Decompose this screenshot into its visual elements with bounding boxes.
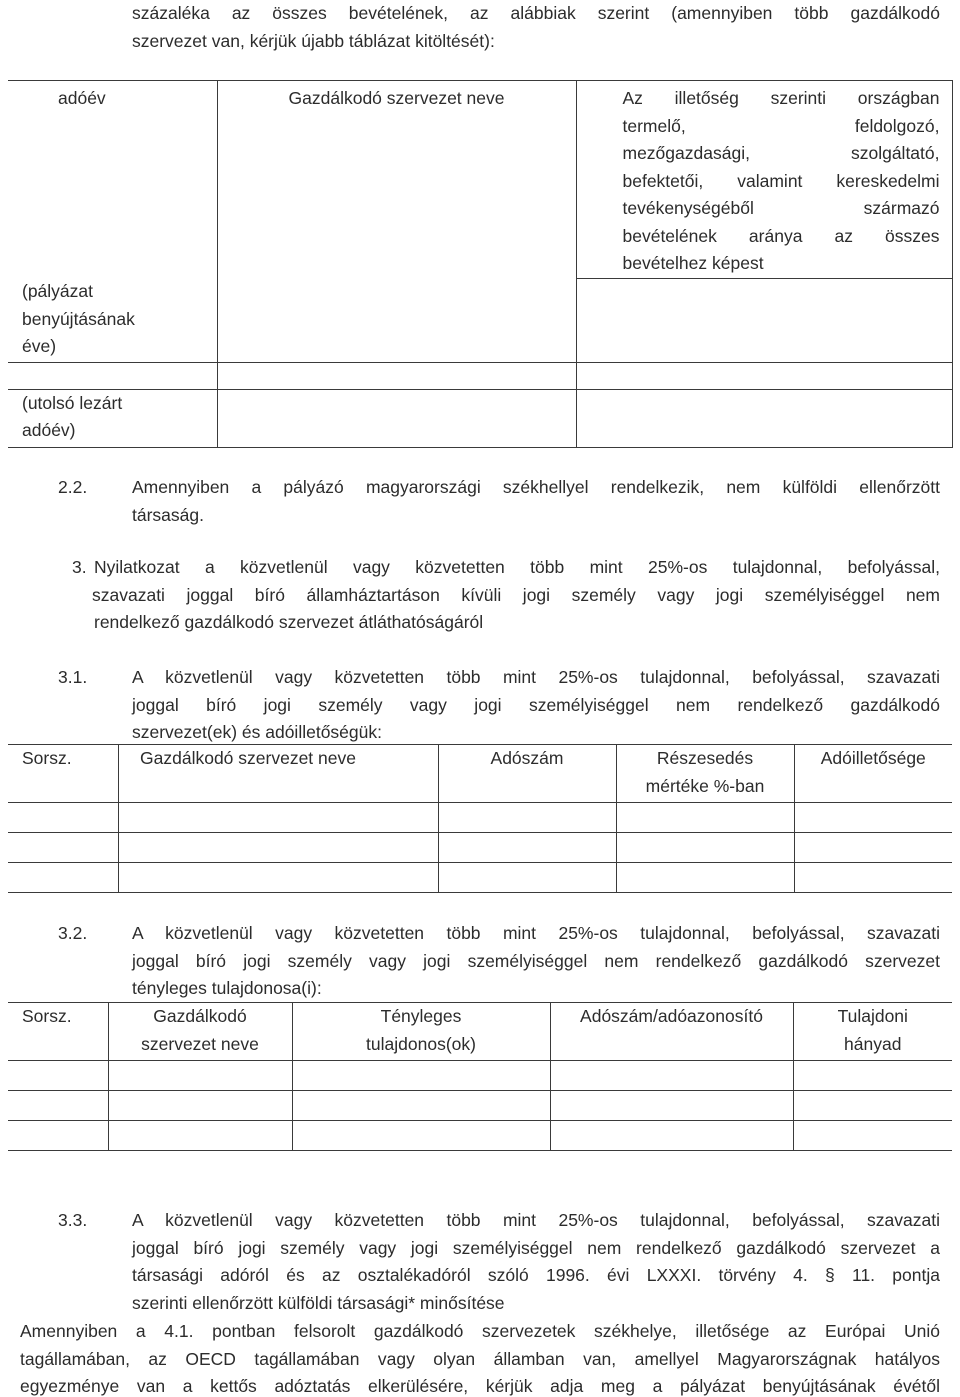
section-3-3-line-4: szerinti ellenőrzött külföldi társasági* minősítése [132,1292,505,1313]
bo-share-header-1: Tulajdoni [837,1006,908,1026]
section-3-1-line-1: A közvetlenül vagy közvetetten több mint 25%-os tulajdonnal, befolyással, szavazati [132,667,940,687]
table-cell[interactable] [438,803,616,833]
section-3-2-line-2: joggal bíró jogi személy vagy jogi személyiséggel nem rendelkező gazdálkodó szervezet [132,950,940,971]
section-3-3-text [132,1207,940,1317]
tax-number-header: Adószám [490,748,564,768]
table-cell[interactable] [794,863,952,893]
table-cell[interactable] [793,1061,952,1091]
bo-org-name-header-cell [108,1003,292,1061]
table-cell[interactable] [8,833,118,863]
section-3-line-1: Nyilatkozat a közvetlenül vagy közvetetten több mint 25%-os tulajdonnal, befolyással, [94,557,940,577]
section-2-2-text [132,474,940,529]
residency-header: Adóilletősége [820,748,926,768]
section-3-line-3: rendelkező gazdálkodó szervezet átláthatóságáról [94,612,484,632]
last-closed-year-label-1: (utolsó lezárt [22,392,123,413]
table-cell[interactable] [292,1061,550,1091]
spacer-cell-3[interactable] [576,362,952,389]
table-cell[interactable] [108,1121,292,1151]
section-3-text [94,554,940,637]
section-3-3-line-2: joggal bíró jogi személy vagy jogi személyiséggel nem rendelkező gazdálkodó szervezet a [132,1237,940,1258]
table-cell[interactable] [8,1121,108,1151]
table-cell[interactable] [118,803,438,833]
tax-number-header-cell [438,745,616,803]
section-3-1-line-2: joggal bíró jogi személy vagy jogi személyiséggel nem rendelkező gazdálkodó [132,694,940,715]
table-cell[interactable] [550,1121,793,1151]
intro-line-1: százaléka az összes bevételének, az alábbiak szerint (amennyiben több gazdálkodó [132,3,940,23]
last-closed-year-ratio-cell[interactable] [576,389,952,447]
last-closed-year-label-2: adóév) [22,420,76,440]
bo-org-name-header-2: szervezet neve [141,1033,259,1054]
table-cell[interactable] [292,1121,550,1151]
ratio-header-line-6: bevételének aránya az összes [622,225,940,246]
ratio-header-line-4: befektetői, valamint kereskedelmi [622,170,940,191]
ratio-header-line-7: bevételhez képest [622,253,764,273]
table-cell[interactable] [550,1091,793,1121]
share-header-line-1: Részesedés [656,748,754,768]
table-row [8,1121,952,1151]
table-cell[interactable] [8,1091,108,1121]
application-year-label-1: (pályázat [22,281,94,301]
bo-share-header-2: hányad [844,1033,902,1054]
ratio-header-line-2: termelő, feldolgozó, [622,115,940,136]
section-3-3-line-1: A közvetlenül vagy közvetetten több mint 25%-os tulajdonnal, befolyással, szavazati [132,1210,940,1230]
intro-paragraph [132,0,940,55]
table-cell[interactable] [118,863,438,893]
ratio-header-line-5: tevékenységéből származó [622,198,940,218]
table-cell[interactable] [108,1091,292,1121]
table-cell[interactable] [8,803,118,833]
table-cell[interactable] [794,803,952,833]
section-2-2-number: 2.2. [58,477,88,497]
bo-share-header-cell [793,1003,952,1061]
table-cell[interactable] [616,863,794,893]
share-header-line-2: mértéke %-ban [645,775,765,796]
serial-header-cell [8,745,118,803]
table-cell[interactable] [108,1061,292,1091]
table-cell[interactable] [438,863,616,893]
spacer-cell-2[interactable] [217,362,576,389]
table-cell[interactable] [8,863,118,893]
ratio-header-line-1: Az illetőség szerinti országban [622,88,940,108]
table-cell[interactable] [794,833,952,863]
section-2-2-line-2: társaság. [132,504,204,525]
ratio-header-cell [576,81,952,279]
beneficial-owners-table [8,1002,952,1151]
section-3-line-2: szavazati joggal bíró államháztartáson kívüli jogi személy vagy jogi személyiséggel nem [92,584,940,605]
table-cell[interactable] [793,1091,952,1121]
application-year-org-cell[interactable] [217,278,576,362]
bo-serial-header-cell [8,1003,108,1061]
tax-year-header-cell [8,81,217,279]
section-3-1-line-3: szervezet(ek) és adóilletőségük: [132,722,382,742]
section-2-2-line-1: Amennyiben a pályázó magyarországi székhellyel rendelkezik, nem külföldi ellenőrzött [132,477,940,497]
table-cell[interactable] [616,833,794,863]
table-row [8,803,952,833]
table-cell[interactable] [438,833,616,863]
table-cell[interactable] [793,1121,952,1151]
bo-serial-header: Sorsz. [22,1006,72,1026]
table-row [8,1091,952,1121]
final-paragraph [20,1318,940,1397]
bo-tax-id-header: Adószám/adóazonosító [580,1006,763,1026]
table-row [8,863,952,893]
section-3-number: 3. [72,557,87,577]
section-3-1-text [132,664,940,747]
table-cell[interactable] [118,833,438,863]
last-closed-year-org-cell[interactable] [217,389,576,447]
org-name-col-header: Gazdálkodó szervezet neve [140,748,356,768]
bo-owner-header-1: Tényleges [380,1006,462,1026]
bo-org-name-header-1: Gazdálkodó [153,1006,247,1026]
ratio-header-line-3: mezőgazdasági, szolgáltató, [622,143,940,163]
table-cell[interactable] [8,1061,108,1091]
table-cell[interactable] [616,803,794,833]
intro-line-2: szervezet van, kérjük újabb táblázat kitöltését): [132,30,495,51]
tax-year-header: adóév [58,88,106,108]
owners-table [8,744,952,893]
final-line-1: Amennyiben a 4.1. pontban felsorolt gazdálkodó szervezetek székhelye, illetősége az Európai Unió [20,1321,940,1341]
section-3-1-number: 3.1. [58,667,88,687]
section-3-3-number: 3.3. [58,1210,88,1230]
org-name-header: Gazdálkodó szervezet neve [288,88,505,108]
section-3-2-line-3: tényleges tulajdonosa(i): [132,978,322,998]
final-line-3: egyezménye van a kettős adóztatás elkerülésére, kérjük adja meg a pályázat benyújtásának évétől [20,1376,940,1396]
section-3-2-text [132,920,940,1003]
table-row [8,833,952,863]
table-cell[interactable] [550,1061,793,1091]
serial-header: Sorsz. [22,748,72,768]
table-row [8,1061,952,1091]
org-name-header-cell [217,81,576,279]
section-3-3-line-3: társasági adóról és az osztalékadóról szóló 1996. évi LXXXI. törvény 4. § 11. pontja [132,1265,940,1285]
bo-owner-header-cell [292,1003,550,1061]
application-year-ratio-cell[interactable] [576,278,952,362]
share-header-cell [616,745,794,803]
last-closed-year-label-cell [8,389,217,447]
section-3-2-number: 3.2. [58,923,88,943]
table-cell[interactable] [292,1091,550,1121]
spacer-cell-1 [8,362,217,389]
final-line-2: tagállamában, az OECD tagállamában vagy olyan államban van, amellyel Magyarországnak hatályos [20,1348,940,1369]
org-name-col-header-cell [118,745,438,803]
application-year-label-3: éve) [22,336,57,356]
residency-header-cell [794,745,952,803]
bo-tax-id-header-cell [550,1003,793,1061]
revenue-ratio-table [8,80,953,448]
application-year-label-cell [8,278,217,362]
section-3-2-line-1: A közvetlenül vagy közvetetten több mint 25%-os tulajdonnal, befolyással, szavazati [132,923,940,943]
bo-owner-header-2: tulajdonos(ok) [366,1033,476,1054]
application-year-label-2: benyújtásának [22,308,135,329]
